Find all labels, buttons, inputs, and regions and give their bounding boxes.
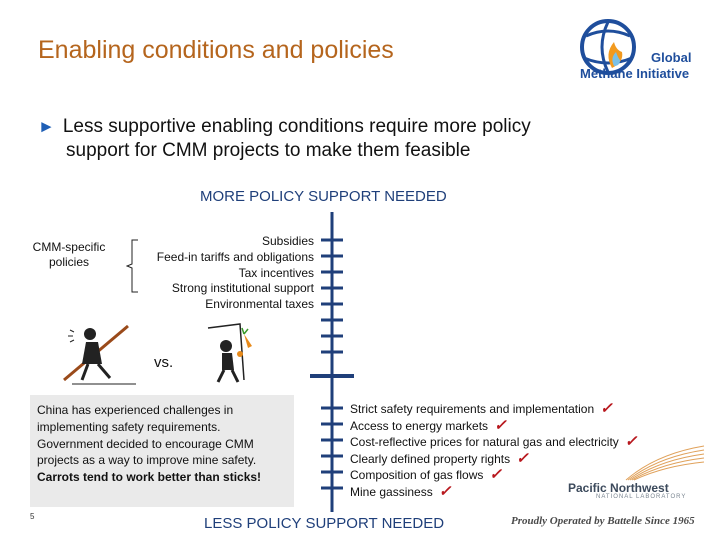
check-mark-icon: ✓ <box>624 433 638 451</box>
bullet-text-1: Less supportive enabling conditions require more policy <box>62 116 531 137</box>
policy-scale <box>310 212 354 512</box>
china-example-box <box>30 395 294 507</box>
global-methane-initiative-logo <box>574 14 710 80</box>
stick-figure-icon <box>58 320 138 386</box>
policy-item: Subsidies <box>261 234 314 248</box>
vs-label: vs. <box>154 354 174 371</box>
bullet-line-1 <box>38 115 531 139</box>
policy-bracket <box>126 238 140 294</box>
condition-item: Clearly defined property rights ✓ <box>350 449 529 467</box>
page-number: 5 <box>30 512 35 521</box>
check-mark-icon: ✓ <box>489 466 502 484</box>
condition-item: Strict safety requirements and implementation ✓ <box>350 400 613 417</box>
check-mark-icon: ✓ <box>600 400 613 417</box>
bullet-line-2: support for CMM projects to make them feasible <box>66 140 471 161</box>
pnnl-swoosh-icon <box>566 444 706 484</box>
logo-line-2: Methane Initiative <box>580 66 690 81</box>
pnnl-logo <box>566 444 706 500</box>
battelle-tagline: Proudly Operated by Battelle Since 1965 <box>511 515 695 527</box>
condition-item: Composition of gas flows ✓ <box>350 466 502 484</box>
condition-item: Access to energy markets ✓ <box>350 416 507 434</box>
cmm-specific-policies-label: CMM-specific policies <box>32 240 106 269</box>
china-bold-text: Carrots tend to work better than sticks! <box>37 470 262 485</box>
check-mark-icon: ✓ <box>516 449 529 467</box>
policy-item: Feed-in tariffs and obligations <box>156 249 314 264</box>
policy-item: Strong institutional support <box>171 281 314 296</box>
check-mark-icon: ✓ <box>438 482 452 500</box>
carrot-figure-icon <box>200 322 264 384</box>
slide-title: Enabling conditions and policies <box>38 36 394 64</box>
condition-item: Cost-reflective prices for natural gas and electricity ✓ <box>350 433 638 451</box>
pnnl-name: Pacific Northwest <box>568 481 669 495</box>
policy-item: Environmental taxes <box>205 297 314 312</box>
axis-bottom-label: LESS POLICY SUPPORT NEEDED <box>204 515 445 532</box>
policy-list <box>157 234 314 313</box>
policy-item: Tax incentives <box>238 265 314 280</box>
china-text: China has experienced challenges in implementing safety requirements. Government decided to encourage CMM projects as a way to improve mine safety. <box>37 403 257 468</box>
axis-top-label: MORE POLICY SUPPORT NEEDED <box>200 188 447 205</box>
logo-line-1: Global <box>651 50 692 65</box>
condition-item: Mine gassiness ✓ <box>350 482 452 500</box>
check-mark-icon: ✓ <box>494 416 507 434</box>
pnnl-sub: NATIONAL LABORATORY <box>596 494 687 500</box>
triangle-bullet-icon: ► <box>38 117 55 136</box>
